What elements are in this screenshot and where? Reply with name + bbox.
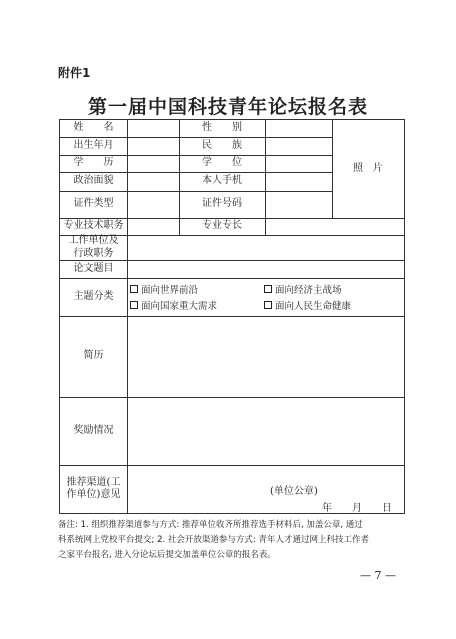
label-title-rank: 专业技术职务 xyxy=(63,220,124,232)
note-line: 之家平台报名, 进入分论坛后提交加盖单位公章的报名表。 xyxy=(58,550,276,560)
label-employer: 工作单位及行政职务 xyxy=(68,235,119,259)
topic-option[interactable]: 面向国家重大需求 xyxy=(130,298,217,312)
label-gender: 性 别 xyxy=(202,122,242,134)
label-name: 姓 名 xyxy=(73,122,114,134)
stamp-date-label: 年 月 日 xyxy=(322,503,392,514)
form-notes xyxy=(58,518,404,563)
label-education: 学 历 xyxy=(73,157,114,169)
registration-form-table xyxy=(59,119,405,514)
note-line: 科系统网上党校平台提交; 2. 社会开放渠道参与方式: 青年人才通过网上科技工作者 xyxy=(58,535,369,545)
topic-option[interactable]: 面向世界前沿 xyxy=(130,282,198,296)
label-recommend: 推荐渠道(工作单位)意见 xyxy=(66,476,121,500)
label-photo: 照 片 xyxy=(353,162,383,174)
checkbox-icon[interactable] xyxy=(130,301,138,309)
attachment-label: 附件1 xyxy=(58,66,91,80)
label-specialty: 专业专长 xyxy=(202,220,242,232)
checkbox-icon[interactable] xyxy=(130,285,138,293)
label-topic: 主题分类 xyxy=(73,290,114,302)
label-resume: 简历 xyxy=(83,350,104,362)
label-political: 政治面貌 xyxy=(73,175,114,187)
page-number: — 7 — xyxy=(360,569,396,582)
checkbox-icon[interactable] xyxy=(264,301,272,309)
label-paper-title: 论文题目 xyxy=(73,262,114,274)
label-ethnicity: 民 族 xyxy=(202,139,242,151)
label-degree: 学 位 xyxy=(202,157,242,169)
checkbox-icon[interactable] xyxy=(264,285,272,293)
label-awards: 奖励情况 xyxy=(73,424,114,436)
label-id-type: 证件类型 xyxy=(73,198,114,210)
form-title: 第一届中国科技青年论坛报名表 xyxy=(87,96,368,118)
label-mobile: 本人手机 xyxy=(202,175,242,187)
label-id-number: 证件号码 xyxy=(202,198,242,210)
note-line: 备注: 1. 组织推荐渠道参与方式: 推荐单位收齐所推荐选手材料后, 加盖公章, 通过 xyxy=(58,520,363,530)
label-birth: 出生年月 xyxy=(73,139,114,151)
topic-option[interactable]: 面向人民生命健康 xyxy=(264,298,351,312)
unit-seal-label: (单位公章) xyxy=(270,486,318,497)
topic-option[interactable]: 面向经济主战场 xyxy=(264,282,342,296)
